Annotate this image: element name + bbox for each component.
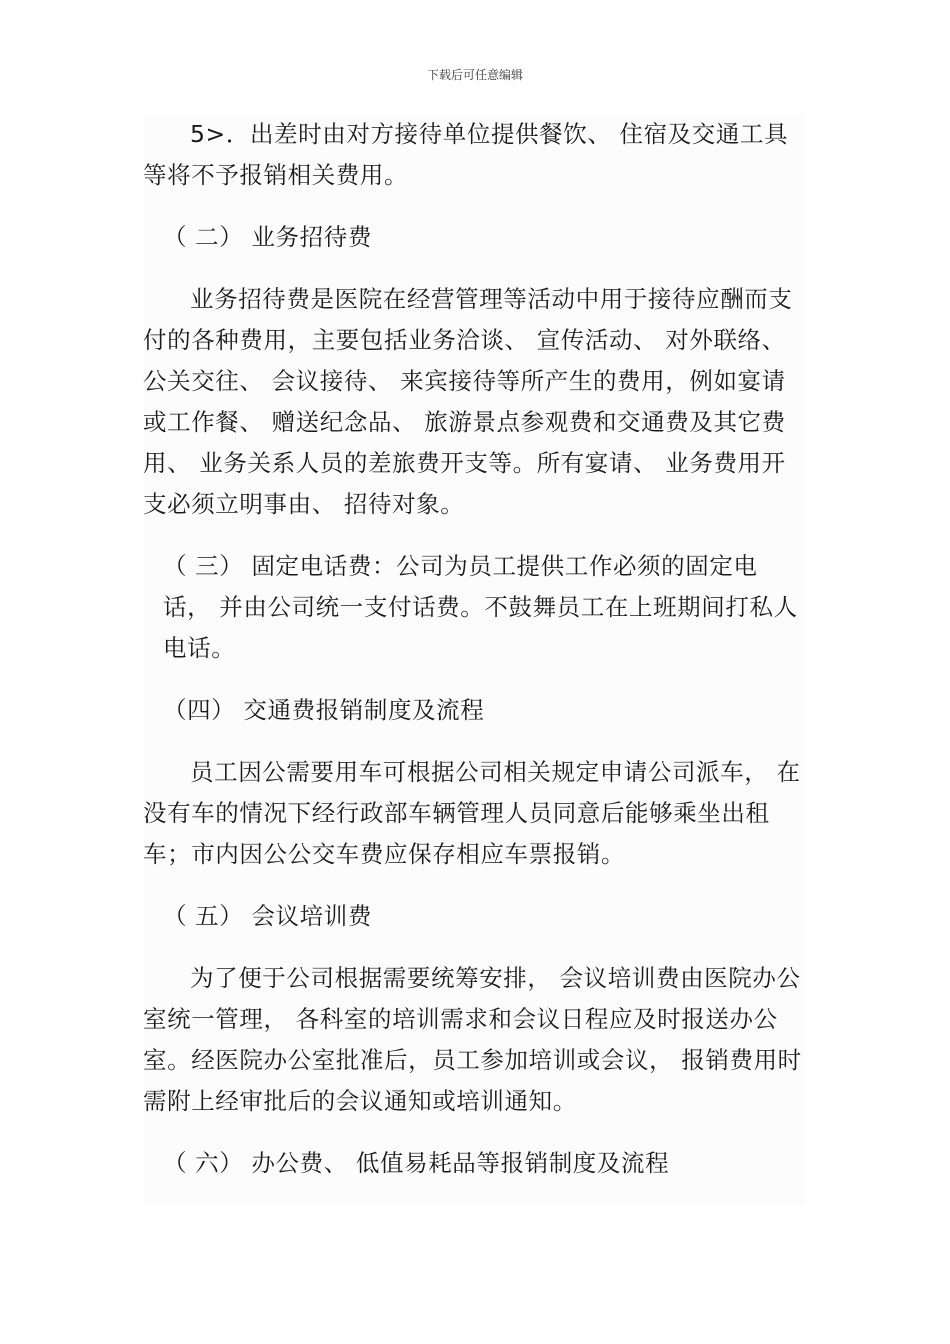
page-header: 下载后可任意编辑 (426, 68, 523, 82)
section-heading-transport: （四） 交通费报销制度及流程 (163, 696, 485, 724)
document-body (143, 114, 805, 1205)
paragraph-transport: 员工因公需要用车可根据公司相关规定申请公司派车， 在没有车的情况下经行政部车辆管理人员同意后能够乘坐出租车；市内因公公交车费应保存相应车票报销。 (143, 758, 801, 868)
section-heading-training: （ 五） 会议培训费 (163, 902, 372, 930)
paragraph-telephone: （ 三） 固定电话费：公司为员工提供工作必须的固定电话， 并由公司统一支付话费。不鼓舞员工在上班期间打私人电话。 (163, 552, 798, 662)
paragraph-entertainment: 业务招待费是医院在经营管理等活动中用于接待应酬而支付的各种费用，主要包括业务洽谈、 宣传活动、 对外联络、 公关交往、 会议接待、 来宾接待等所产生的费用，例如宴请或工作餐、 赠送纪念品、 旅游景点参观费和交通费及其它费用、 业务关系人员的差旅费开支等。所有宴请、 业务费用开支必须立明事由、 招待对象。 (143, 285, 793, 518)
section-heading-entertainment: （ 二） 业务招待费 (163, 223, 372, 251)
paragraph-travel-note: 5>．出差时由对方接待单位提供餐饮、 住宿及交通工具等将不予报销相关费用。 (143, 120, 789, 189)
paragraph-training: 为了便于公司根据需要统筹安排， 会议培训费由医院办公室统一管理， 各科室的培训需求和会议日程应及时报送办公室。经医院办公室批准后，员工参加培训或会议， 报销费用时需附上经审批后的会议通知或培训通知。 (143, 964, 802, 1115)
section-heading-office: （ 六） 办公费、 低值易耗品等报销制度及流程 (163, 1149, 670, 1177)
